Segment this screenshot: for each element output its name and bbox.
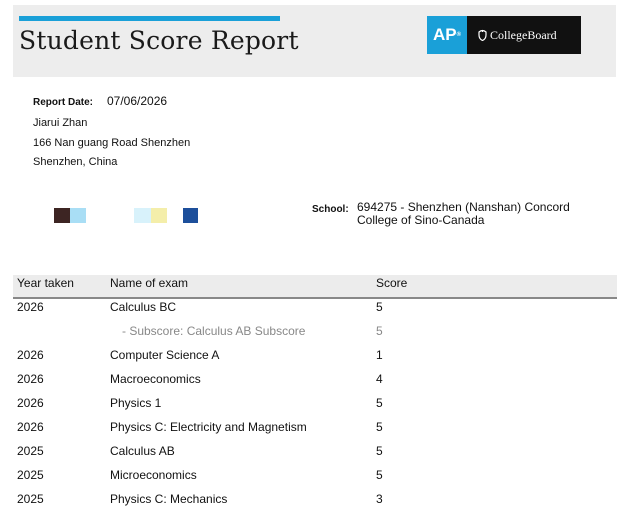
page-title: Student Score Report xyxy=(19,26,299,55)
cell-exam: Calculus BC xyxy=(110,300,177,314)
cell-exam: Physics C: Electricity and Magnetism xyxy=(110,420,307,434)
cell-exam: Physics C: Mechanics xyxy=(110,492,228,506)
cell-score: 5 xyxy=(376,420,383,434)
collegeboard-logo: CollegeBoard xyxy=(467,16,581,54)
cell-exam: Physics 1 xyxy=(110,396,162,410)
column-header-score: Score xyxy=(376,276,408,290)
color-swatch xyxy=(134,208,151,223)
report-date-value: 07/06/2026 xyxy=(107,94,168,108)
cell-score: 5 xyxy=(376,324,383,338)
cell-score: 4 xyxy=(376,372,383,386)
school-value: 694275 - Shenzhen (Nanshan) Concord College of Sino-Canada xyxy=(357,200,570,227)
color-swatch xyxy=(183,208,198,223)
cell-year: 2025 xyxy=(17,444,44,458)
cell-score: 5 xyxy=(376,444,383,458)
cell-year: 2026 xyxy=(17,420,44,434)
cell-year: 2025 xyxy=(17,468,44,482)
column-header-exam: Name of exam xyxy=(110,276,189,290)
cell-score: 5 xyxy=(376,300,383,314)
cell-exam: Macroeconomics xyxy=(110,372,201,386)
cell-year: 2026 xyxy=(17,348,44,362)
report-date-label: Report Date: xyxy=(33,97,94,108)
color-swatch xyxy=(151,208,167,223)
cell-exam: - Subscore: Calculus AB Subscore xyxy=(122,324,306,338)
cell-year: 2026 xyxy=(17,396,44,410)
address-line-2: Shenzhen, China xyxy=(33,156,118,168)
accent-bar xyxy=(19,16,280,21)
cell-year: 2026 xyxy=(17,300,44,314)
color-swatch xyxy=(54,208,70,223)
cell-year: 2026 xyxy=(17,372,44,386)
cell-exam: Microeconomics xyxy=(110,468,197,482)
acorn-icon xyxy=(477,29,488,41)
cell-score: 1 xyxy=(376,348,383,362)
cell-score: 5 xyxy=(376,396,383,410)
cell-score: 5 xyxy=(376,468,383,482)
cell-score: 3 xyxy=(376,492,383,506)
ap-collegeboard-logo xyxy=(427,16,581,54)
student-name: Jiarui Zhan xyxy=(33,117,88,129)
table-header-bar xyxy=(13,275,617,299)
color-swatch xyxy=(70,208,86,223)
cell-year: 2025 xyxy=(17,492,44,506)
cell-exam: Computer Science A xyxy=(110,348,220,362)
cell-exam: Calculus AB xyxy=(110,444,175,458)
ap-logo: AP ® xyxy=(427,16,467,54)
column-header-year: Year taken xyxy=(17,276,74,290)
school-label: School: xyxy=(312,204,349,215)
address-line-1: 166 Nan guang Road Shenzhen xyxy=(33,137,191,149)
